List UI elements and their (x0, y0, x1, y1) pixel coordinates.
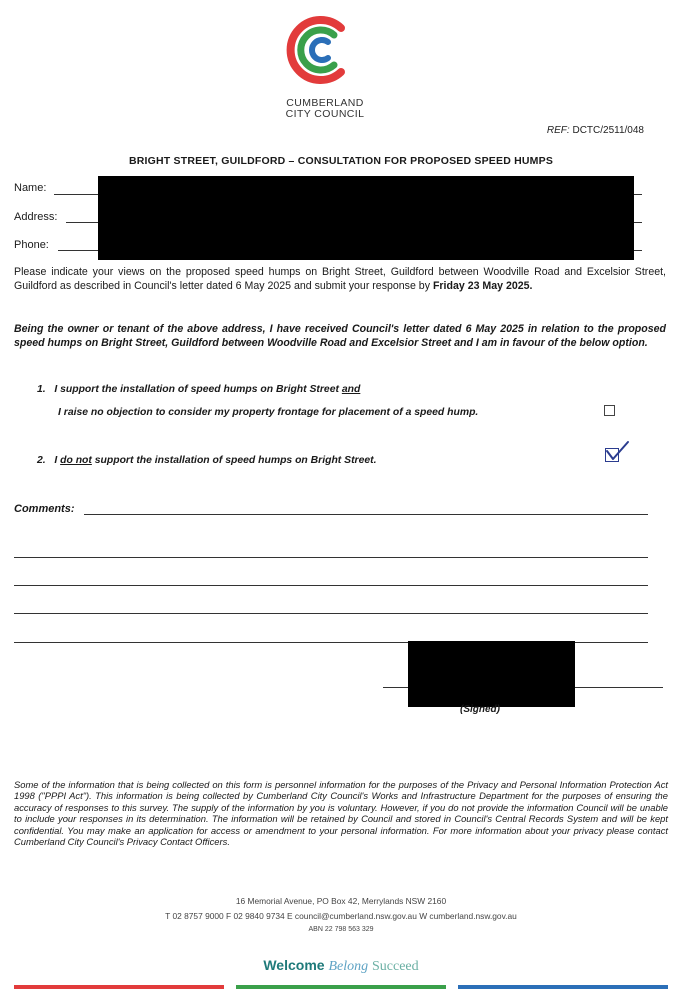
footer-band-blue (458, 985, 668, 989)
council-logo (285, 14, 353, 86)
address-label: Address: (14, 211, 58, 223)
comments-line-1[interactable] (84, 514, 648, 515)
statement-paragraph: Being the owner or tenant of the above address, I have received Council's letter dated 6 May 2025 in relation to the proposed speed humps on Bright Street, Guildford between Woodville Road and Excelsior Street and I am in favour of the below option. (14, 323, 666, 349)
tagline-belong: Belong (328, 959, 369, 974)
option-2-do-not: do not (60, 455, 92, 466)
footer-band-green (236, 985, 446, 989)
option-1-checkbox[interactable] (604, 405, 615, 416)
option-2-pre: I (54, 455, 58, 466)
phone-label: Phone: (14, 239, 49, 251)
intro-deadline: Friday 23 May 2025. (432, 279, 533, 292)
redaction-personal-details (98, 176, 634, 260)
logo-ring-green (301, 30, 334, 70)
comments-line-2[interactable] (14, 557, 648, 558)
option-1-text: I support the installation of speed humps on Bright Street (54, 384, 339, 395)
form-title: BRIGHT STREET, GUILDFORD – CONSULTATION FOR PROPOSED SPEED HUMPS (128, 155, 554, 167)
footer-address: 16 Memorial Avenue, PO Box 42, Merrylands NSW 2160 (235, 896, 447, 906)
ref-label: REF: (546, 125, 570, 136)
name-label: Name: (14, 182, 47, 194)
comments-label: Comments: (14, 503, 75, 515)
footer-band-red (14, 985, 224, 989)
intro-paragraph (14, 266, 666, 293)
option-1-and: and (341, 384, 361, 395)
privacy-notice: Some of the information that is being collected on this form is personnel information for the purposes of the Privacy and Personal Information Protection Act 1998 ("PPPI Act"). This information is being collected by Cumberland City Council's Works and Infrastructure Department for the purposes of ensuring the accuracy of responses to this survey. The supply of the information by you is voluntary. However, if you do not provide the information Council will be unable to include your responses in its determination. The information will be retained by Council and stored in Council's Central Records System and will be kept confidential. You may make an application for access or amendment to your personal information. For more information about your privacy please contact Cumberland City Council's Privacy Contact Officers. (14, 779, 668, 848)
org-line-1: CUMBERLAND (286, 97, 364, 109)
org-name (270, 98, 380, 120)
option-1-number: 1. (37, 384, 46, 395)
signed-label: (Signed) (460, 704, 500, 715)
reference (547, 125, 644, 136)
tagline (0, 957, 682, 975)
option-1-line-1 (37, 384, 360, 395)
footer-abn: ABN 22 798 563 329 (308, 926, 374, 933)
comments-line-3[interactable] (14, 585, 648, 586)
redaction-signature (408, 641, 575, 707)
intro-text: Please indicate your views on the proposed speed humps on Bright Street, Guildford between Woodville Road and Excelsior Street, Guildford as described in Council's letter dated 6 May 2025 and submit your response by (14, 266, 666, 292)
footer-contact: T 02 8757 9000 F 02 9840 9734 E council@cumberland.nsw.gov.au W cumberland.nsw.gov.au (165, 911, 517, 921)
org-line-2: CITY COUNCIL (285, 108, 365, 120)
ref-value: DCTC/2511/048 (572, 125, 644, 136)
tagline-welcome: Welcome (263, 957, 325, 973)
option-2-number: 2. (37, 455, 46, 466)
option-1-line-2: I raise no objection to consider my property frontage for placement of a speed hump. (58, 407, 479, 418)
option-2-line (37, 455, 376, 466)
comments-line-4[interactable] (14, 613, 648, 614)
logo-ring-blue (312, 40, 328, 60)
option-2-text: support the installation of speed humps on Bright Street. (94, 455, 377, 466)
check-mark-icon (604, 440, 630, 462)
tagline-succeed: Succeed (372, 959, 419, 974)
